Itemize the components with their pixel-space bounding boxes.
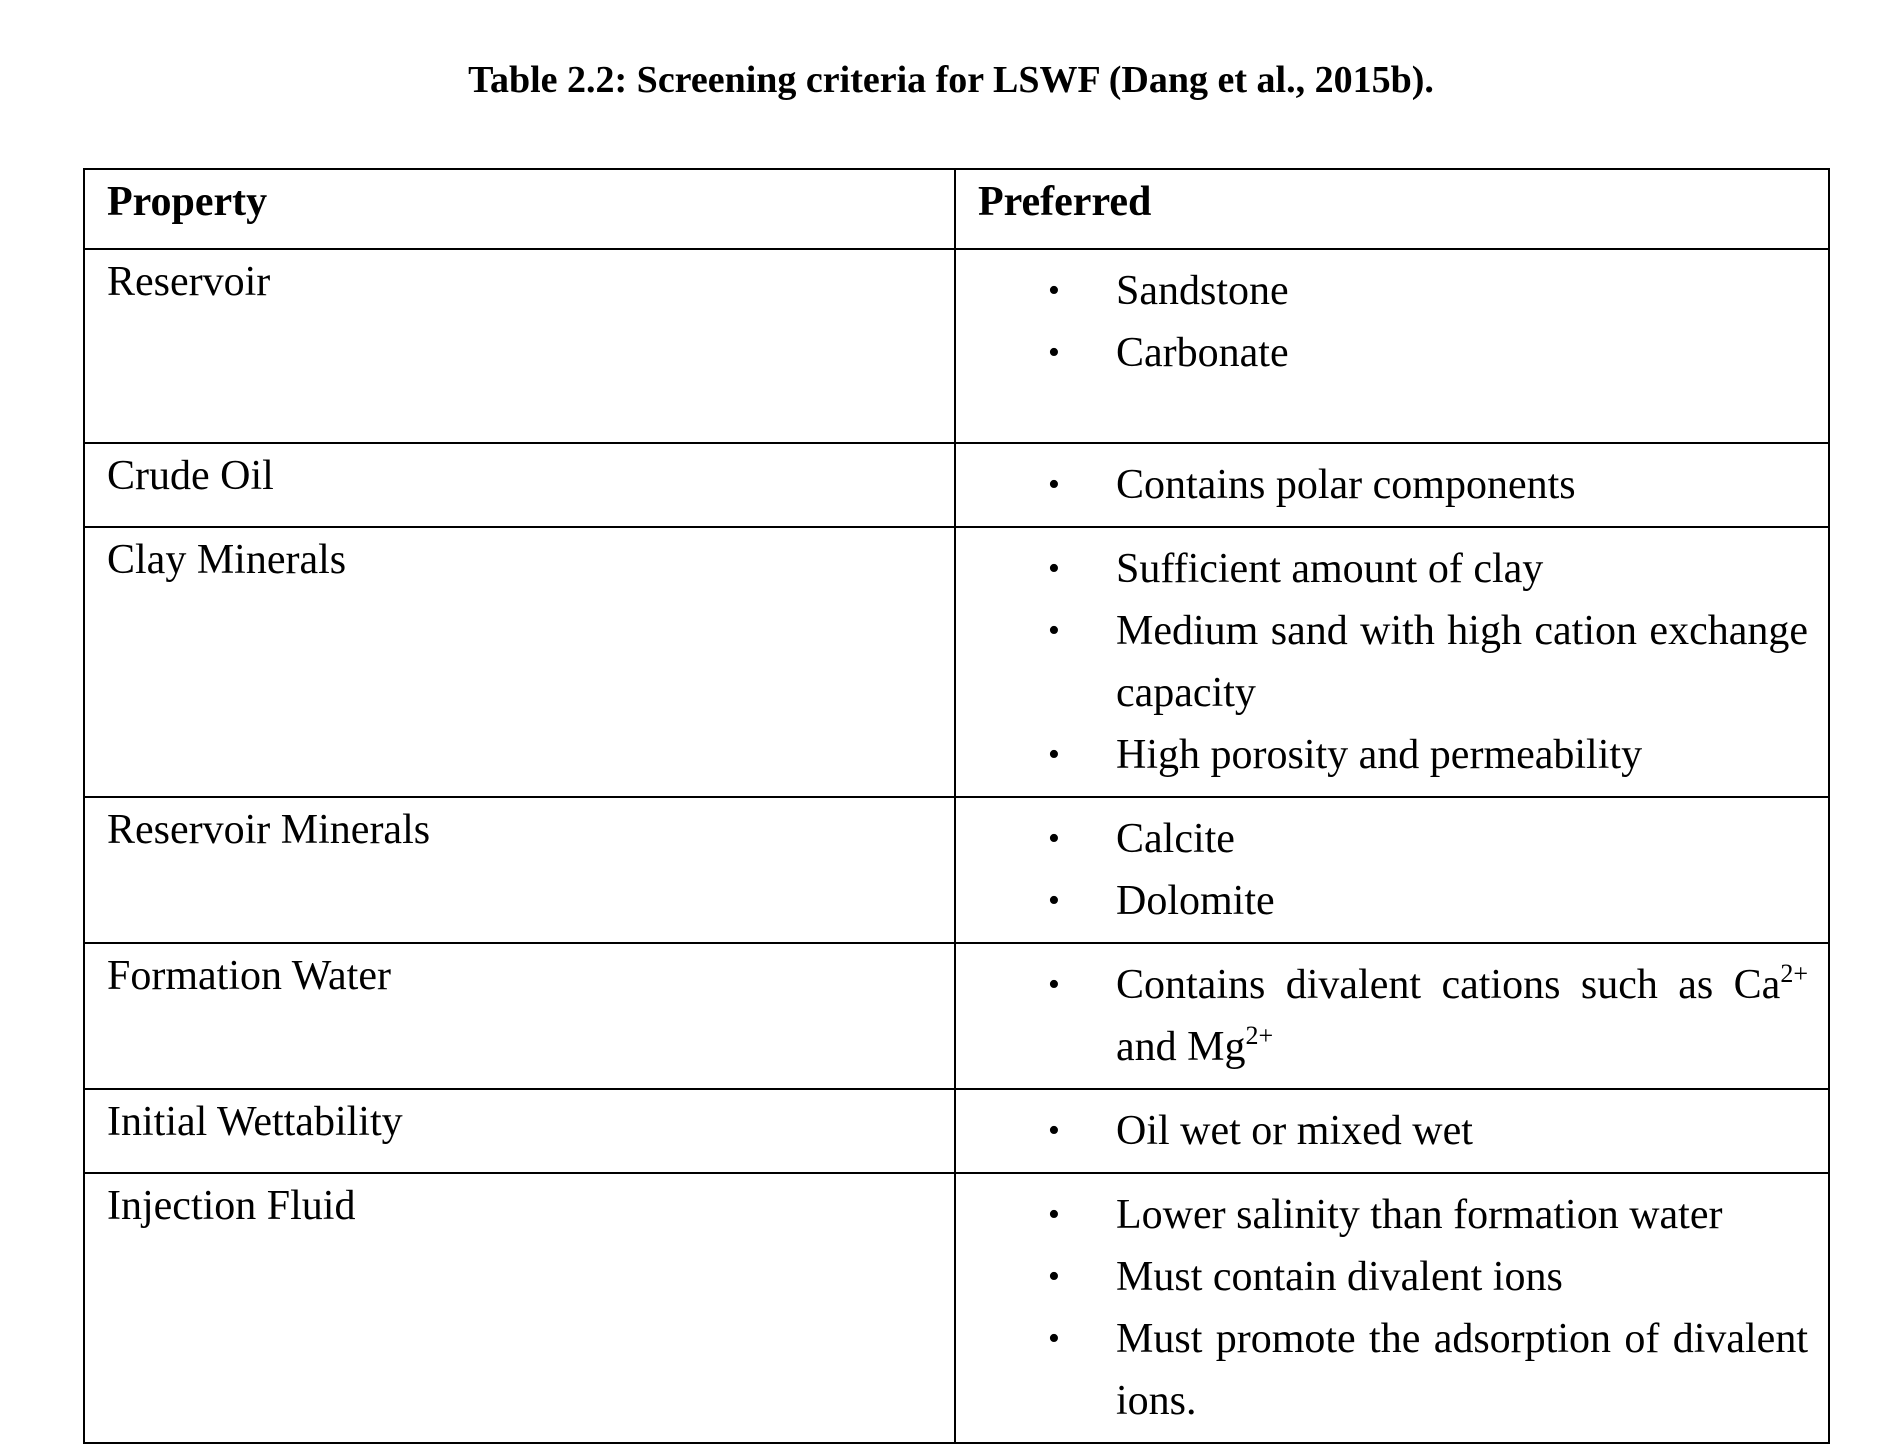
property-cell: Crude Oil — [84, 443, 955, 527]
bullet-icon: • — [1048, 882, 1060, 919]
bullet-icon: • — [1048, 466, 1060, 503]
property-cell: Reservoir Minerals — [84, 797, 955, 943]
preferred-cell — [955, 249, 1829, 443]
preferred-list — [956, 944, 1828, 1088]
preferred-list — [956, 528, 1828, 796]
preferred-cell — [955, 1173, 1829, 1443]
bullet-icon: • — [1048, 1320, 1060, 1357]
preferred-cell — [955, 527, 1829, 797]
bullet-icon: • — [1048, 736, 1060, 773]
table-row — [84, 797, 1829, 943]
list-item: • Calcite — [956, 808, 1808, 870]
preferred-list — [956, 250, 1828, 394]
property-cell: Injection Fluid — [84, 1173, 955, 1443]
bullet-icon: • — [1048, 1258, 1060, 1295]
list-item: • Must contain divalent ions — [956, 1246, 1808, 1308]
preferred-cell — [955, 943, 1829, 1089]
preferred-list — [956, 444, 1828, 526]
table-caption: Table 2.2: Screening criteria for LSWF (Dang et al., 2015b). — [468, 59, 1434, 101]
property-cell: Reservoir — [84, 249, 955, 443]
bullet-icon: • — [1048, 966, 1060, 1003]
list-item: • Lower salinity than formation water — [956, 1184, 1808, 1246]
list-item: • Carbonate — [956, 322, 1808, 384]
screening-criteria-table — [83, 168, 1830, 1444]
table-row — [84, 443, 1829, 527]
header-preferred: Preferred — [955, 169, 1829, 249]
list-item: • Must promote the adsorption of divalent ions. — [956, 1308, 1808, 1432]
bullet-icon: • — [1048, 272, 1060, 309]
bullet-icon: • — [1048, 334, 1060, 371]
preferred-cell — [955, 1089, 1829, 1173]
table-row — [84, 1173, 1829, 1443]
preferred-list — [956, 1090, 1828, 1172]
bullet-icon: • — [1048, 1112, 1060, 1149]
preferred-list — [956, 1174, 1828, 1442]
property-cell: Initial Wettability — [84, 1089, 955, 1173]
header-property: Property — [84, 169, 955, 249]
bullet-icon: • — [1048, 612, 1060, 649]
preferred-cell — [955, 443, 1829, 527]
table-row — [84, 527, 1829, 797]
preferred-cell — [955, 797, 1829, 943]
list-item: • Sufficient amount of clay — [956, 538, 1808, 600]
bullet-icon: • — [1048, 1196, 1060, 1233]
list-item: • Medium sand with high cation exchange capacity — [956, 600, 1808, 724]
list-item: • Oil wet or mixed wet — [956, 1100, 1808, 1162]
bullet-icon: • — [1048, 820, 1060, 857]
bullet-icon: • — [1048, 550, 1060, 587]
table-header-row — [84, 169, 1829, 249]
table-row — [84, 943, 1829, 1089]
table-row — [84, 249, 1829, 443]
list-item: • Contains polar components — [956, 454, 1808, 516]
list-item: • Dolomite — [956, 870, 1808, 932]
list-item: • High porosity and permeability — [956, 724, 1808, 786]
list-item: • Sandstone — [956, 260, 1808, 322]
list-item: • Contains divalent cations such as $Ca^{2+}$ and $Mg^{2+}$ — [956, 954, 1808, 1078]
table-row — [84, 1089, 1829, 1173]
property-cell: Clay Minerals — [84, 527, 955, 797]
property-cell: Formation Water — [84, 943, 955, 1089]
preferred-list — [956, 798, 1828, 942]
